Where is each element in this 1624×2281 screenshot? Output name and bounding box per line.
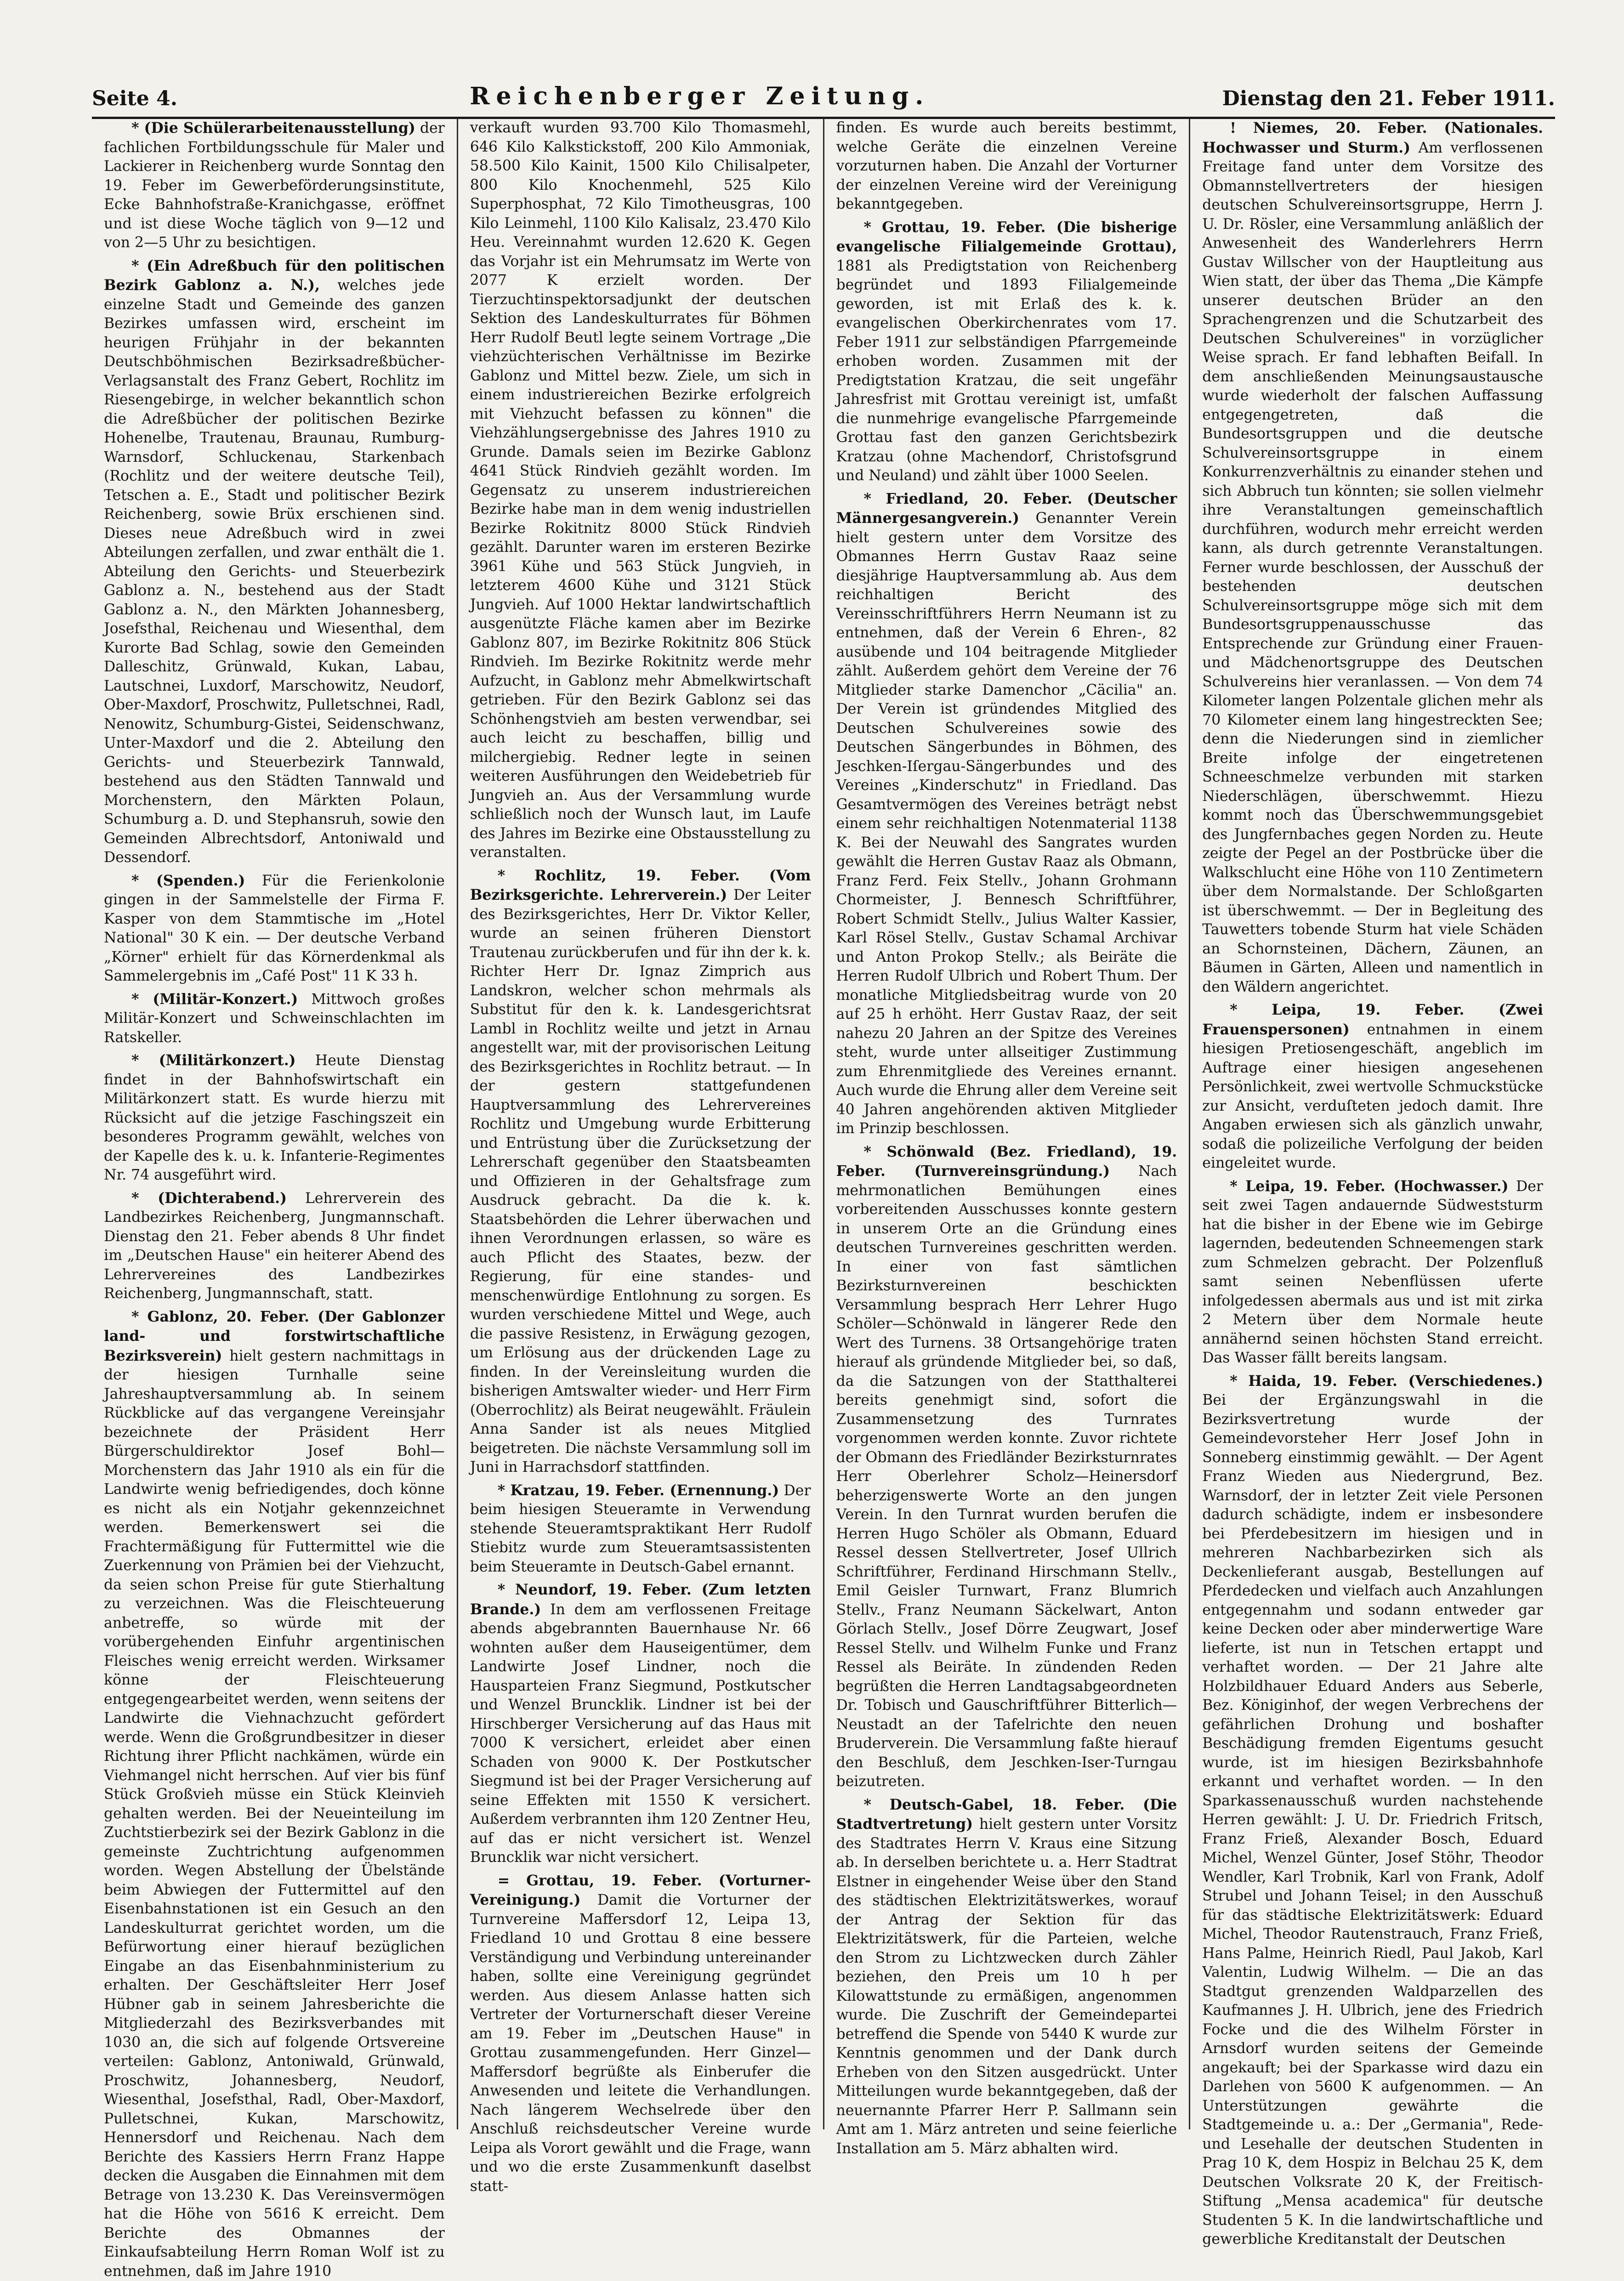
news-item [1202, 1372, 1543, 2249]
page-number: Seite 4. [92, 87, 177, 110]
news-item [836, 1142, 1177, 1792]
column-3 [823, 119, 1189, 2129]
news-item-body: finden. Es wurde auch bereits bestimmt, welche Geräte die einzelnen Vereine vorzuturnen haben. Die Anzahl der Vorturner der einzelnen Vereine wird der Vereinigung bekanntgegeben. [836, 119, 1177, 212]
news-item-body: verkauft wurden 93.700 Kilo Thomasmehl, 646 Kilo Kalkstickstoff, 200 Kilo Ammoniak, 58.500 Kilo Kainit, 1500 Kilo Chilisalpeter, 800 Kilo Knochenmehl, 525 Kilo Superphosphat, 72 Kilo Timotheusgras, 100 Kilo Leinmehl, 1100 Kilo Kalisalz, 23.470 Kilo Heu. Vereinnahmt wurden 12.620 K. Gegen das Vorjahr ist ein Mehrumsatz im Werte von 2077 K erzielt worden. Der Tierzuchtinspektorsadjunkt der deutschen Sektion des Landeskulturrates für Böhmen Herr Rudolf Beutl legte seinem Vortrage „Die viehzüchterischen Verhältnisse im Bezirke Gablonz und Mittel bezw. Ziele, um sich in einem industriereichen Bezirke erfolgreich mit Viehzucht befassen zu können" die Viehzählungsergebnisse des Jahres 1910 zu Grunde. Damals seien im Bezirke Gablonz 4641 Stück Rindvieh gezählt worden. Im Gegensatz zu unserem industriereichen Bezirke habe man in dem wenig industriellen Bezirke Rokitnitz 8000 Stück Rindvieh gezählt. Darunter waren im ersteren Bezirke 3961 Kühe und 563 Stück Jungvieh, in letzterem 4600 Kühe und 3121 Stück Jungvieh. Auf 1000 Hektar landwirtschaftlich ausgenützte Fläche kamen aber im Bezirke Gablonz 807, im Bezirke Rokitnitz 806 Stück Rindvieh. Im Bezirke Rokitnitz werde mehr Aufzucht, in Gablonz mehr Abmelkwirtschaft getrieben. Für den Bezirk Gablonz sei das Schönhengstvieh am besten verwendbar, sei auch leicht zu beschaffen, billig und milchergiebig. Redner legte in seinen weiteren Ausführungen den Weidebetrieb für Jungvieh an. Aus der Versammlung wurde schließlich noch der Wunsch laut, im Laufe des Jahres im Bezirke eine Obstausstellung zu veranstalten. [470, 119, 811, 861]
issue-date: Dienstag den 21. Feber 1911. [1222, 87, 1555, 110]
news-item [104, 256, 445, 868]
column-1 [92, 119, 457, 2129]
news-item-heading: * Rochlitz, 19. Feber. (Vom Bezirksgerichte. Lehrerverein.) [470, 867, 811, 904]
news-item-heading: * Leipa, 19. Feber. (Zwei Frauenspersonen) [1202, 1001, 1543, 1038]
news-item-body: Am verflossenen Freitage fand unter dem Vorsitze des Obmannstellvertreters der hiesigen deutschen Schulvereinsortsgruppe, Herrn J. U. Dr. Rösler, eine Versammlung anläßlich der Anwesenheit des Wanderlehrers Herrn Gustav Willscher von der Hauptleitung aus Wien statt, der über das Thema „Die Kämpfe unserer deutschen Brüder an den Sprachengrenzen und die Schutzarbeit des Deutschen Schulvereines" in vorzüglicher Weise sprach. Er fand lebhaften Beifall. In dem anschließenden Meinungsaustausche wurde wiederholt der falschen Auffassung entgegengetreten, daß die Bundesortsgruppen und die deutsche Schulvereinsortsgruppe in einem Konkurrenzverhältnis zu einander stehen und sich Abbruch tun könnten; sie sollen vielmehr ihre Veranstaltungen gemeinschaftlich durchführen, wodurch mehr erreicht werden kann, als durch getrennte Veranstaltungen. Ferner wurde beschlossen, der Ausschuß der bestehenden deutschen Schulvereinsortsgruppe möge sich mit dem Bundesortsgruppenausschusse das Entsprechende zur Gründung einer Frauen- und Mädchenortsgruppe des Deutschen Schulvereins hier veranlassen. — Von dem 74 Kilometer langen Polzentale glichen mehr als 70 Kilometer einem lang hingestreckten See; denn die Niederungen sind in ziemlicher Breite infolge der eingetretenen Schneeschmelze verbunden mit starken Niederschlägen, überschwemmt. Hiezu kommt noch das Überschwemmungsgebiet des Jungfernbaches gegen Norden zu. Heute zeigte der Pegel an der Postbrücke über die Walkschlucht eine Höhe von 110 Zentimetern über dem Normalstande. Der Schloßgarten ist überschwemmt. — Der in Begleitung des Tauwetters tobende Sturm hat viele Schäden an Schornsteinen, Dächern, Zäunen, an Bäumen in Gärten, Alleen und namentlich in den Wäldern angerichtet. [1202, 140, 1543, 995]
news-item [1202, 119, 1543, 997]
news-item-heading: * Grottau, 19. Feber. (Die bisherige evangelische Filialgemeinde Grottau), [836, 219, 1177, 255]
news-item-heading: * (Militärkonzert.) [131, 1052, 296, 1069]
newspaper-title: Reichenberger Zeitung. [470, 82, 930, 110]
news-item-body: Bei der Ergänzungswahl in die Bezirksvertretung wurde der Gemeindevorsteher Herr Josef John in Sonneberg einstimmig gewählt. — Der Agent Franz Wieden aus Niedergrund, Bez. Warnsdorf, der in letzter Zeit viele Personen dadurch schädigte, indem er insbesondere bei Pferdebesitzern im hiesigen und in mehreren Nachbarbezirken sich als Deckenlieferant ausgab, Bestellungen auf Pferdedecken und vielfach auch Anzahlungen entgegennahm und sodann entweder gar keine Decken oder aber minderwertige Ware lieferte, ist nun in Tetschen ertappt und verhaftet worden. — Der 21 Jahre alte Holzbildhauer Eduard Anders aus Seberle, Bez. Königinhof, der wegen Verbrechens der gefährlichen Drohung und boshafter Beschädigung fremden Eigentums gesucht wurde, ist im hiesigen Bezirksbahnhofe erkannt und verhaftet worden. — In den Sparkassenausschuß wurden nachstehende Herren gewählt: J. U. Dr. Friedrich Fritsch, Franz Frieß, Alexander Bosch, Eduard Michel, Wenzel Günter, Josef Stöhr, Theodor Wendler, Karl Trobnik, Karl von Frank, Adolf Strubel und Johann Teisel; in den Ausschuß für das städtische Elektrizitätswerk: Eduard Michel, Theodor Rautenstrauch, Franz Frieß, Hans Palme, Heinrich Riedl, Paul Jakob, Karl Valentin, Ludwig Wilhelm. — Die an das Stadtgut grenzenden Waldparzellen des Kaufmannes J. H. Ulbrich, jene des Friedrich Focke und die des Wilhelm Förster in Arnsdorf wurden seitens der Gemeinde angekauft; bei der Sparkasse wird dazu ein Darlehen von 5600 K aufgenommen. — An Unterstützungen gewährte die Stadtgemeinde u. a.: Der „Germania", Rede- und Lesehalle der deutschen Studenten in Prag 10 K, dem Hospiz in Belchau 25 K, dem Deutschen Volksrate 20 K, der Freitisch-Stiftung „Mensa academica" für deutsche Studenten 5 K. In die landwirtschaftliche und gewerbliche Kreditanstalt der Deutschen [1202, 1392, 1543, 2247]
news-item [104, 119, 445, 253]
news-item [104, 990, 445, 1048]
news-item [470, 866, 811, 1477]
news-item-heading: * Friedland, 20. Feber. (Deutscher Männergesangverein.) [836, 490, 1177, 527]
news-item-heading: * Kratzau, 19. Feber. (Ernennung.) [498, 1482, 779, 1499]
news-item [1202, 1000, 1543, 1173]
text-columns [92, 119, 1555, 2129]
news-item-heading: * (Ein Adreßbuch für den politischen Bezirk Gablonz a. N.), [104, 257, 445, 294]
news-item-body: Nach mehrmonatlichen Bemühungen eines vorbereitenden Ausschusses konnte gestern in unserem Orte an die Gründung eines deutschen Turnvereines geschritten werden. In einer von fast sämtlichen Bezirksturnvereinen beschickten Versammlung besprach Herr Lehrer Hugo Schöler—Schönwald in längerer Rede den Wert des Turnens. 38 Ortsangehörige traten hierauf als gründende Mitglieder bei, so daß, da die Satzungen von der Statthalterei bereits genehmigt sind, sofort die Zusammensetzung des Turnrates vorgenommen werden konnte. Zuvor richtete der Obmann des Friedländer Bezirksturnrates Herr Oberlehrer Scholz—Heinersdorf beherzigenswerte Worte an den jungen Verein. In den Turnrat wurden berufen die Herren Hugo Schöler als Obmann, Eduard Ressel dessen Stellvertreter, Josef Ullrich Schriftführer, Ferdinand Hirschmann Stellv., Emil Geisler Turnwart, Franz Blumrich Stellv., Franz Neumann Säckelwart, Anton Görlach Stellv., Josef Dörre Zeugwart, Josef Ressel Stellv. und Wilhelm Funke und Franz Ressel als Beiräte. In zündenden Reden begrüßten die Herren Landtagsabgeordneten Dr. Tobisch und Gauschriftführer Bitterlich—Neustadt an der Tafelrichte den neuen Bruderverein. Die Versammlung faßte hierauf den Beschluß, dem Jeschken-Iser-Turngau beizutreten. [836, 1163, 1177, 1790]
news-item-body: Der beim hiesigen Steueramte in Verwendung stehende Steueramtspraktikant Herr Rudolf Stiebitz wurde zum Steueramtsassistenten beim Steueramte in Deutsch-Gabel ernannt. [470, 1482, 811, 1575]
news-item [836, 1795, 1177, 2159]
column-4 [1189, 119, 1555, 2129]
news-item-body: Genannter Verein hielt gestern unter dem Vorsitze des Obmannes Herrn Gustav Raaz seine diesjährige Hauptversammlung ab. Aus dem reichhaltigen Bericht des Vereinsschriftführers Herrn Neumann ist zu entnehmen, daß der Verein 6 Ehren-, 82 ausübende und 104 beitragende Mitglieder zählt. Außerdem gehört dem Vereine der 76 Mitglieder starke Damenchor „Cäcilia" an. Der Verein ist gründendes Mitglied des Deutschen Schulvereines sowie des Deutschen Sängerbundes in Böhmen, des Jeschken-Iſergau-Sängerbundes und des Vereines „Kinderschutz" in Friedland. Das Gesamtvermögen des Vereines beträgt nebst einem sehr reichhaltigen Notenmaterial 1138 K. Bei der Neuwahl des Sangrates wurden gewählt die Herren Gustav Raaz als Obmann, Franz Ferd. Feix Stellv., Johann Grohmann Chormeister, J. Bennesch Schriftführer, Robert Schmidt Stellv., Julius Walter Kassier, Karl Rösel Stellv., Gustav Schamal Archivar und Anton Prokop Stellv.; als Beiräte die Herren Rudolf Ulbrich und Robert Thum. Der monatliche Mitgliedsbeitrag wurde von 20 auf 25 h erhöht. Herr Gustav Raaz, der seit nahezu 20 Jahren an der Spitze des Vereines steht, wurde unter allseitiger Zustimmung zum Ehrenmitgliede des Vereines ernannt. Auch wurde die Ehrung aller dem Vereine seit 40 Jahren angehörenden aktiven Mitglieder im Prinzip beschlossen. [836, 510, 1177, 1137]
news-item-heading: * Gablonz, 20. Feber. (Der Gablonzer land- und forstwirtschaftliche Bezirksverein) [104, 1308, 445, 1364]
news-item-body: Der seit zwei Tagen andauernde Südweststurm hat die bisher in der Ebene wie im Gebirge lagernden, bedeutenden Schneemengen stark zum Schmelzen gebracht. Der Polzenfluß samt seinen Nebenflüssen uferte infolgedessen abermals aus und ist mit zirka 2 Metern über dem Normale heute annähernd seinen höchsten Stand erreicht. Das Wasser fällt bereits langsam. [1202, 1178, 1543, 1367]
news-item [470, 1871, 811, 2196]
news-item-body: In dem am verflossenen Freitage abends abgebrannten Bauernhause Nr. 66 wohnten außer dem Hauseigentümer, dem Landwirte Josef Lindner, noch die Hausparteien Franz Siegmund, Postkutscher und Wenzel Bruncklik. Lindner ist bei der Hirschberger Versicherung auf das Haus mit 7000 K versichert, erleidet aber einen Schaden von 9000 K. Der Postkutscher Siegmund ist bei der Prager Versicherung auf seine Effekten mit 1550 K versichert. Außerdem verbrannten ihm 120 Zentner Heu, auf das er nicht versichert ist. Wenzel Bruncklik war nicht versichert. [470, 1601, 811, 1866]
news-item-body: Lehrerverein des Landbezirkes Reichenberg, Jungmannschaft. Dienstag den 21. Feber abends 8 Uhr findet im „Deutschen Hause" ein heiterer Abend des Lehrervereines des Landbezirkes Reichenberg, Jungmannschaft, statt. [104, 1190, 445, 1302]
news-item [104, 1307, 445, 2281]
news-item-heading: * (Die Schülerarbeitenausstellung) [131, 119, 415, 136]
news-item-heading: * Haida, 19. Feber. (Verschiedenes.) [1230, 1373, 1543, 1390]
news-item-heading: ! Niemes, 20. Feber. (Nationales. Hochwasser und Sturm.) [1202, 119, 1543, 156]
news-item-body: hielt gestern nachmittags in der hiesigen Turnhalle seine Jahreshauptversammlung ab. In seinem Rückblicke auf das vergangene Vereinsjahr bezeichnete der Präsident Herr Bürgerschuldirektor Josef Bohl—Morchenstern das Jahr 1910 als ein für die Landwirte wenig befriedigendes, doch könne es nicht als ein Notjahr gekennzeichnet werden. Bemerkenswert sei die Frachtermäßigung für Futtermittel wie die Zuerkennung von Prämien bei der Viehzucht, da seien schon Preise für gute Stierhaltung zu verzeichnen. Was die Fleischteuerung anbetreffe, so würde mit der vorübergehenden Einfuhr argentinischen Fleisches wenig erreicht werden. Wirksamer könne der Fleischteuerung entgegengearbeitet werden, wenn seitens der Landwirte die Viehnachzucht gefördert werde. Wenn die Großgrundbesitzer in dieser Richtung ihrer Pflicht nachkämen, würde ein Viehmangel nicht herrschen. Auf vier bis fünf Stück Großvieh müsse ein Stück Kleinvieh gehalten werden. Bei der Neueinteilung im Zuchtstierbezirk sei der Bezirk Gablonz in die gemeinste Zuchtrichtung aufgenommen worden. Wegen Abstellung der Übelstände beim Abwiegen der Futtermittel auf den Eisenbahnstationen ist ein Gesuch an den Landeskulturrat gerichtet worden, um die Befürwortung einer hierauf bezüglichen Eingabe an das Eisenbahnministerium zu erhalten. Der Geschäftsleiter Herr Josef Hübner gab in seinem Jahresberichte die Mitgliederzahl des Bezirksverbandes mit 1030 an, die sich auf folgende Ortsvereine verteilen: Gablonz, Antoniwald, Grünwald, Proschwitz, Johannesberg, Neudorf, Wiesenthal, Josefsthal, Radl, Ober-Maxdorf, Pulletschnei, Kukan, Marschowitz, Hennersdorf und Reichenau. Nach dem Berichte des Kassiers Herrn Franz Happe decken die Ausgaben die Einnahmen mit dem Betrage von 13.230 K. Das Vereinsvermögen hat die Höhe von 5616 K erreicht. Dem Berichte des Obmannes der Einkaufsabteilung Herrn Roman Wolf ist zu entnehmen, daß im Jahre 1910 [104, 1348, 445, 2280]
news-item [1202, 1177, 1543, 1368]
news-item-body: Der Leiter des Bezirksgerichtes, Herr Dr. Viktor Keller, wurde an seinen früheren Dienstort Trautenau zurückberufen und für ihn der k. k. Richter Herr Dr. Ignaz Zimprich aus Landskron, welcher schon mehrmals als Substitut für den k. k. Landesgerichtsrat Lambl in Rochlitz weilte und jetzt in Arnau angestellt war, mit der provisorischen Leitung des Bezirksgerichtes in Rochlitz betraut. — In der gestern stattgefundenen Hauptversammlung des Lehrervereines Rochlitz und Umgebung wurde Erbitterung und Entrüstung über die Zurücksetzung der Lehrerschaft gegenüber den Staatsbeamten und Offizieren in der Gehaltsfrage zum Ausdruck gebracht. Da die k. k. Staatsbehörden die Lehrer überwachen und ihnen Verordnungen erlassen, so wäre es auch Pflicht des Staates, bezw. der Regierung, für eine standes- und menschenwürdige Entlohnung zu sorgen. Es wurden verschiedene Mittel und Wege, auch die passive Resistenz, in Erwägung gezogen, um Erlösung aus der drückenden Lage zu finden. In der Vereinsleitung wurden die bisherigen Amtswalter wieder- und Herr Firm (Oberrochlitz) als Beirat neugewählt. Fräulein Anna Sander ist als neues Mitglied beigetreten. Die nächste Versammlung soll im Juni in Harrachsdorf stattfinden. [470, 887, 811, 1475]
news-item-body: der fachlichen Fortbildungsschule für Maler und Lackierer in Reichenberg wurde Sonntag den 19. Feber im Gewerbeförderungsinstitute, Ecke Bahnhofstraße-Kranichgasse, eröffnet und ist diese Woche täglich von 9—12 und von 2—5 Uhr zu besichtigen. [104, 120, 445, 251]
news-item [104, 1051, 445, 1185]
page-header [92, 74, 1555, 119]
news-item-heading: * Leipa, 19. Feber. (Hochwasser.) [1230, 1178, 1508, 1195]
news-item [470, 1481, 811, 1577]
news-item-body: hielt gestern unter Vorsitz des Stadtrates Herrn V. Kraus eine Sitzung ab. In derselben berichtete u. a. Herr Stadtrat Elstner in eingehender Weise über den Stand des städtischen Elektrizitätswerkes, worauf der Antrag der Sektion für das Elektrizitätswerk, für die Parteien, welche den Strom zu Lichtzwecken durch Zähler beziehen, den Preis um 10 h per Kilowattstunde zu ermäßigen, angenommen wurde. Die Zuschrift der Gemeindepartei betreffend die Spende von 5440 K wurde zur Kenntnis genommen und der Dank durch Erheben von den Sitzen ausgedrückt. Unter Mitteilungen wurde bekanntgegeben, daß der neuernannte Pfarrer Herr P. Sallmann sein Amt am 1. März antreten und seine feierliche Installation am 5. März abhalten wird. [836, 1816, 1177, 2157]
news-item [104, 871, 445, 986]
news-item-body: 1881 als Predigtstation von Reichenberg begründet und 1893 Filialgemeinde geworden, ist mit Erlaß des k. k. evangelischen Oberkirchenrates vom 17. Feber 1911 zur selbständigen Pfarrgemeinde erhoben worden. Zusammen mit der Predigtstation Kratzau, die seit ungefähr Jahresfrist mit Grottau vereinigt ist, umfaßt die nunmehrige evangelische Pfarrgemeinde Grottau fast den ganzen Gerichtsbezirk Kratzau (ohne Machendorf, Christofsgrund und Neuland) und zählt über 1000 Seelen. [836, 258, 1177, 484]
news-item-body: Mittwoch großes Militär-Konzert und Schweinschlachten im Ratskeller. [104, 991, 445, 1046]
news-item [104, 1189, 445, 1304]
news-item-heading: * (Militär-Konzert.) [131, 991, 298, 1008]
news-item [470, 119, 811, 862]
news-item-heading: * Schönwald (Bez. Friedland), 19. Feber. (Turnvereinsgründung.) [836, 1143, 1177, 1180]
news-item-heading: * (Spenden.) [131, 872, 245, 889]
news-item-body: welches jede einzelne Stadt und Gemeinde des ganzen Bezirkes umfassen wird, erscheint im heurigen Frühjahr in der bekannten Deutschböhmischen Bezirksadreßbücher-Verlagsanstalt des Franz Gebert, Rochlitz im Riesengebirge, in welcher bekanntlich schon die Adreßbücher der politischen Bezirke Hohenelbe, Trautenau, Braunau, Rumburg-Warnsdorf, Schluckenau, Starkenbach (Rochlitz und der weitere deutsche Teil), Tetschen a. E., Stadt und politischer Bezirk Reichenberg, sowie Brüx erschienen sind. Dieses neue Adreßbuch wird in zwei Abteilungen zerfallen, und zwar enthält die 1. Abteilung den Gerichts- und Steuerbezirk Gablonz a. N., bestehend aus der Stadt Gablonz a. N., den Märkten Johannesberg, Josefsthal, Reichenau und Wiesenthal, dem Kurorte Bad Schlag, sowie den Gemeinden Dalleschitz, Grünwald, Kukan, Labau, Lautschnei, Luxdorf, Marschowitz, Neudorf, Ober-Maxdorf, Proschwitz, Pulletschnei, Radl, Nenowitz, Schumburg-Gistei, Seidenschwanz, Unter-Maxdorf und die 2. Abteilung den Gerichts- und Steuerbezirk Tannwald, bestehend aus den Städten Tannwald und Morchenstern, den Märkten Polaun, Schumburg a. D. und Stephansruh, sowie den Gemeinden Albrechtsdorf, Antoniwald und Dessendorf. [104, 277, 445, 866]
news-item-body: entnahmen in einem hiesigen Pretiosengeschäft, angeblich im Auftrage einer hiesigen angesehenen Persönlichkeit, zwei wertvolle Schmuckstücke zur Ansicht, verduſteten jedoch damit. Ihre Angaben erwiesen sich als gänzlich unwahr, sodaß die polizeiliche Verfolgung der beiden eingeleitet wurde. [1202, 1021, 1543, 1172]
news-item [836, 489, 1177, 1139]
news-item-body: Damit die Vorturner der Turnvereine Maffersdorf 12, Leipa 13, Friedland 10 und Grottau 8 eine bessere Verständigung und Verbindung untereinander haben, sollte eine Vereinigung gegründet werden. Aus diesem Anlasse hatten sich Vertreter der Vorturnerschaft dieser Vereine am 19. Feber im „Deutschen Hause" in Grottau zusammengefunden. Herr Ginzel—Maffersdorf begrüßte als Einberufer die Anwesenden und leitete die Verhandlungen. Nach längerem Wechselrede über den Anschluß reichsdeutscher Vereine wurde Leipa als Vorort gewählt und die Frage, wann und wo die erste Zusammenkunft daselbst statt- [470, 1892, 811, 2195]
news-item-body: Für die Ferienkolonie gingen in der Sammelstelle der Firma F. Kasper von dem Stammtische im „Hotel National" 30 K ein. — Der deutsche Verband „Körner" erhielt für das Körnerdenkmal als Sammelergebnis im „Café Post" 11 K 33 h. [104, 873, 445, 985]
news-item [836, 218, 1177, 486]
news-item [836, 119, 1177, 214]
column-2 [457, 119, 823, 2129]
news-item-heading: * (Dichterabend.) [131, 1190, 287, 1207]
news-item-body: Heute Dienstag findet in der Bahnhofswirtschaft ein Militärkonzert statt. Es wurde hierzu mit Rücksicht auf die jetzige Faschingszeit ein besonderes Programm gewählt, welches von der Kapelle des k. u. k. Infanterie-Regimentes Nr. 74 ausgeführt wird. [104, 1052, 445, 1183]
news-item-heading: * Neundorf, 19. Feber. (Zum letzten Brande.) [470, 1581, 811, 1618]
news-item-heading: * Deutsch-Gabel, 18. Feber. (Die Stadtvertretung) [836, 1796, 1177, 1833]
news-item [470, 1580, 811, 1867]
news-item-heading: = Grottau, 19. Feber. (Vorturner-Vereinigung.) [470, 1872, 811, 1909]
